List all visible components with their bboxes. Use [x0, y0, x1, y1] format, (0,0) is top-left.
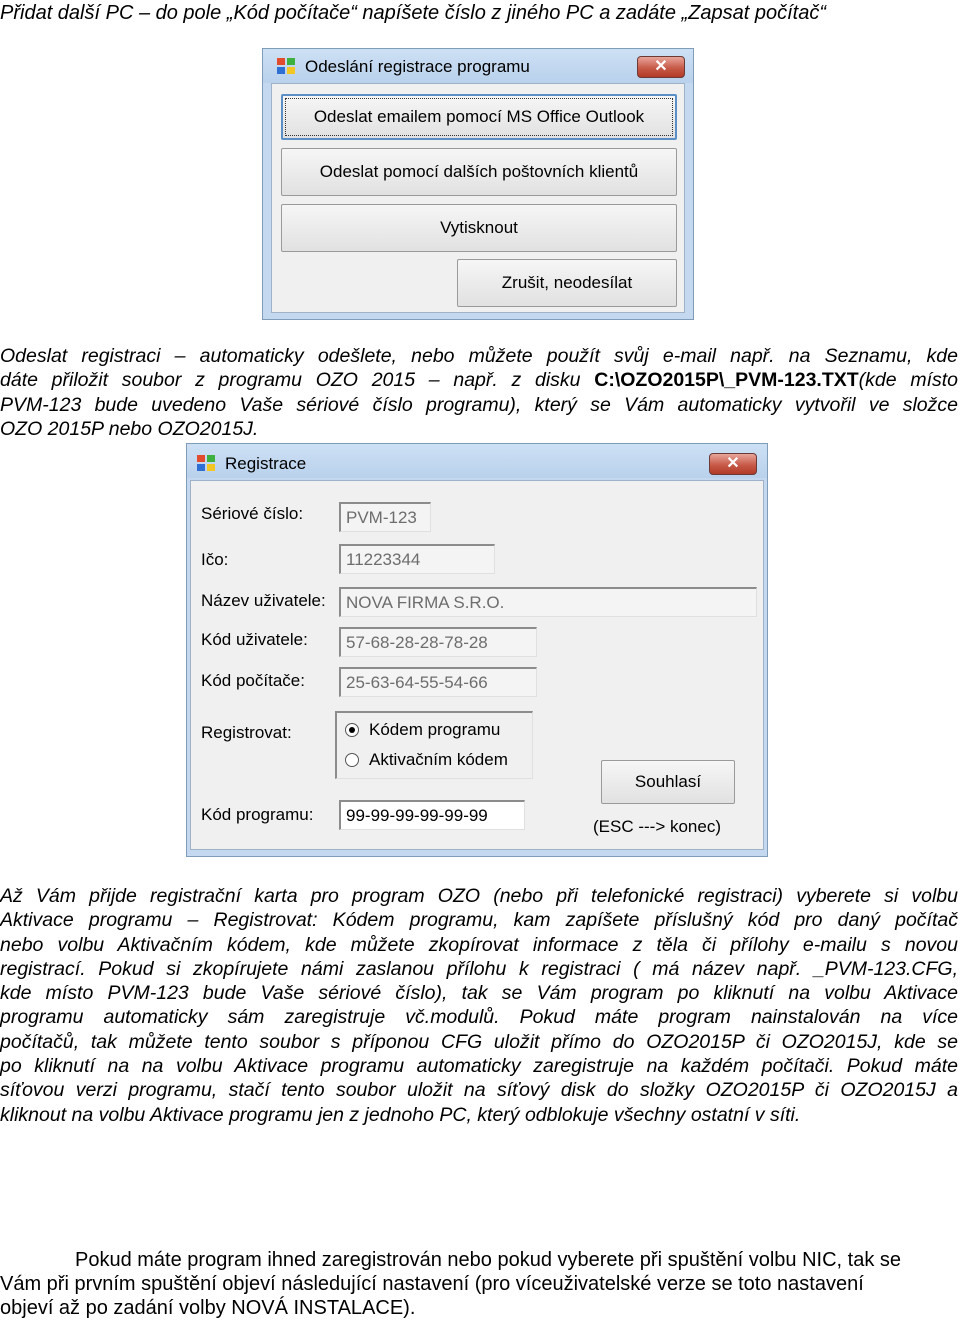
- registration-dialog: [186, 443, 768, 857]
- text-fragment: dáte přiložit soubor z programu OZO 2015 – např. z disku: [0, 369, 595, 392]
- user-code-field[interactable]: 57-68-28-28-78-28: [339, 627, 537, 657]
- user-code-label: Kód uživatele:: [201, 630, 308, 649]
- paragraph-line: Vám při prvním spuštění objeví následující nastavení (pro víceuživatelské verze se toto nastavení: [0, 1273, 864, 1295]
- print-button[interactable]: Vytisknout: [281, 204, 677, 252]
- pc-code-field[interactable]: 25-63-64-55-54-66: [339, 667, 537, 697]
- paragraph-line: kliknout na volbu Aktivace programu jen z jednoho PC, který odblokuje všechny ostatní v síti.: [0, 1103, 801, 1126]
- intro-text: Přidat další PC – do pole „Kód počítače“ napíšete číslo z jiného PC a zadáte „Zapsat počítač“: [0, 2, 827, 24]
- paragraph-line: Aktivace programu – Registrovat: Kódem programu, kam zapíšete příslušný kód pro daný počítač: [0, 909, 958, 932]
- windows-flag-icon: [195, 452, 217, 474]
- paragraph-activation-info: [0, 884, 958, 1127]
- paragraph-line: po kliknutí na na volbu Aktivace programu automaticky zaregistruje na každém počítači. Pokud máte: [0, 1055, 958, 1078]
- paragraph-line: registrací. Pokud si zkopírujete námi zaslanou přílohu k registraci ( má název např. _PVM-123.CFG,: [0, 957, 958, 980]
- paragraph-line: síťovou verzi programu, stačí tento soubor uložit na síťový disk do složky OZO2015P či OZO2015J a: [0, 1079, 958, 1102]
- send-other-clients-button[interactable]: Odeslat pomocí dalších poštovních klientů: [281, 148, 677, 196]
- send-registration-dialog: [262, 48, 694, 320]
- paragraph-line: nebo volbu Aktivačním kódem, kde můžete zkopírovat informace z těla či přílohy e-mailu s novou: [0, 933, 958, 956]
- close-button[interactable]: ✕: [637, 56, 685, 78]
- radio-activation-code[interactable]: [345, 753, 359, 767]
- paragraph-line: PVM-123 bude uvedeno Vaše sériové číslo programu), který se Vám automaticky vytvořil ve složce: [0, 393, 958, 416]
- paragraph-line: programu automaticky sám zaregistruje vč.modulů. Pokud máte program nainstalován na více: [0, 1006, 958, 1029]
- paragraph-line: Odeslat registraci – automaticky odešlete, nebo můžete použít svůj e-mail např. na Seznamu, kde: [0, 345, 958, 367]
- user-name-label: Název uživatele:: [201, 591, 326, 610]
- dialog-title: Registrace: [225, 454, 307, 473]
- paragraph-line: objeví až po zadání volby NOVÁ INSTALACE).: [0, 1297, 416, 1319]
- radio-activation-code-label[interactable]: Aktivačním kódem: [369, 750, 508, 769]
- register-label: Registrovat:: [201, 723, 292, 742]
- text-fragment: (kde místo: [858, 369, 958, 392]
- radio-program-code[interactable]: [345, 723, 359, 737]
- paragraph-line: Pokud máte program ihned zaregistrován nebo pokud vyberete při spuštění volbu NIC, tak se: [75, 1249, 902, 1271]
- serial-label: Sériové číslo:: [201, 504, 304, 523]
- paragraph-line: OZO 2015P nebo OZO2015J.: [0, 417, 259, 440]
- paragraph-line: kde místo PVM-123 bude Vaše sériové číslo), tak se Vám program po kliknutí na volbu Aktivace: [0, 982, 958, 1005]
- paragraph-line: [0, 368, 958, 392]
- agree-button[interactable]: Souhlasí: [601, 760, 735, 804]
- user-name-field[interactable]: NOVA FIRMA S.R.O.: [339, 587, 757, 617]
- ico-label: Ičo:: [201, 550, 229, 569]
- serial-field[interactable]: PVM-123: [339, 502, 431, 532]
- send-outlook-button[interactable]: Odeslat emailem pomocí MS Office Outlook: [281, 94, 677, 140]
- dialog-title: Odeslání registrace programu: [305, 57, 530, 76]
- radio-program-code-label[interactable]: Kódem programu: [369, 720, 501, 739]
- pc-code-label: Kód počítače:: [201, 671, 305, 690]
- cancel-send-button[interactable]: Zrušit, neodesílat: [457, 259, 677, 307]
- program-code-label: Kód programu:: [201, 805, 314, 824]
- close-button[interactable]: ✕: [709, 453, 757, 475]
- paragraph-send-info: [0, 344, 958, 441]
- windows-flag-icon: [275, 55, 297, 77]
- paragraph-line: počítačů, tak můžete tento soubor s příponou CFG uložit přímo do OZO2015P či OZO2015J, kde se: [0, 1030, 958, 1053]
- ico-field[interactable]: 11223344: [339, 544, 495, 574]
- paragraph-line: Až Vám přijde registrační karta pro program OZO (nebo při telefonické registraci) vyberete si volbu: [0, 885, 958, 907]
- file-path: C:\OZO2015P\_PVM-123.TXT: [594, 369, 859, 392]
- dialog-titlebar: [263, 49, 693, 83]
- esc-hint: (ESC ---> konec): [593, 817, 721, 836]
- program-code-field[interactable]: 99-99-99-99-99-99: [339, 800, 525, 830]
- dialog-titlebar: [187, 444, 767, 478]
